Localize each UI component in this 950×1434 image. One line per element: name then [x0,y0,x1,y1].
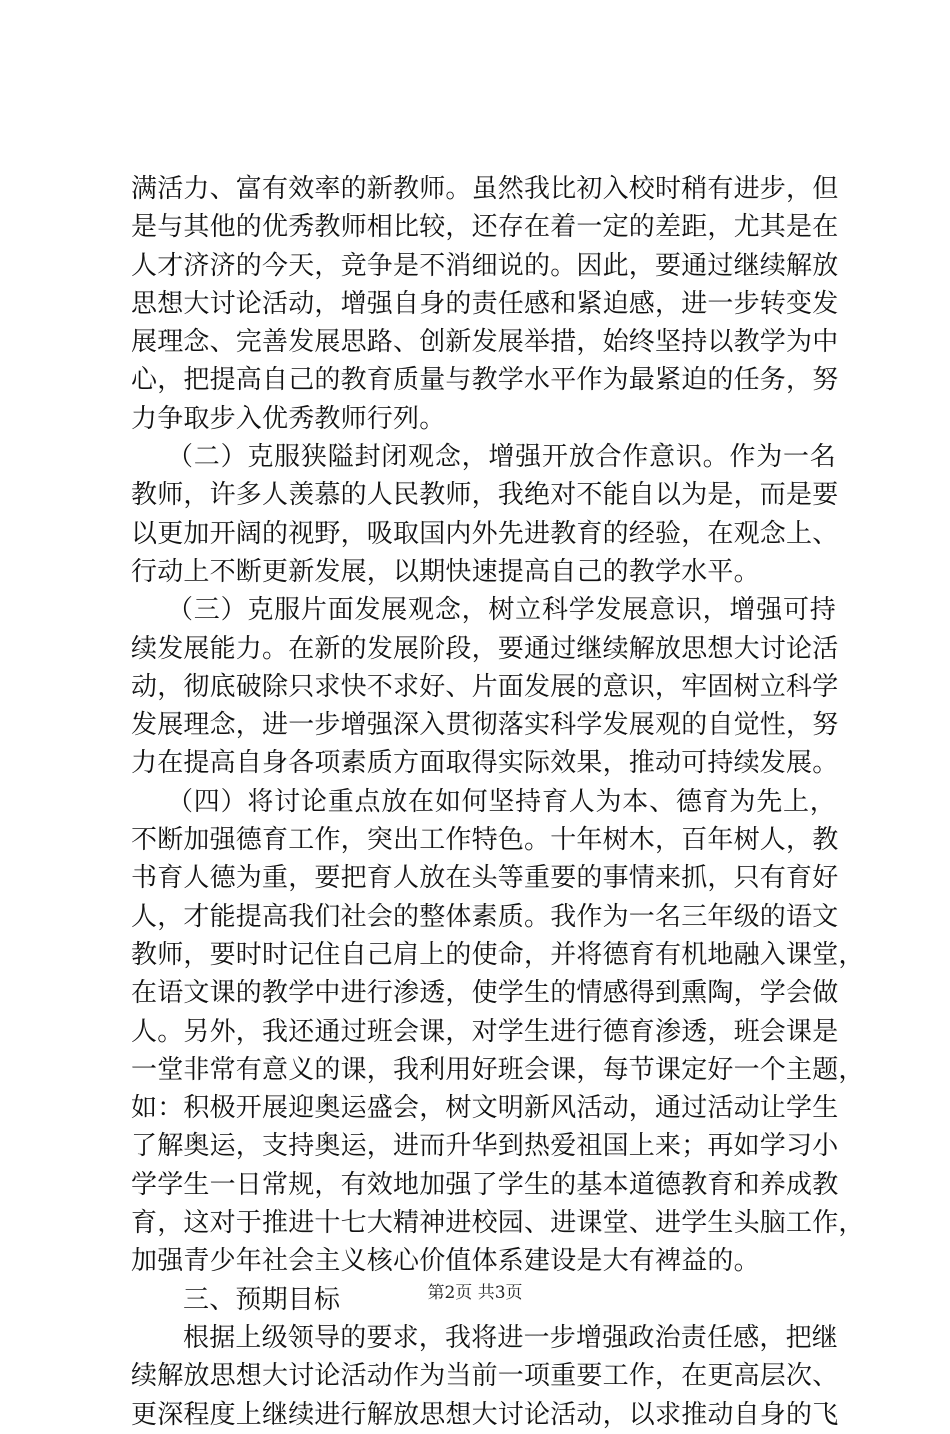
p4-line-3: 书育人德为重，要把育人放在头等重要的事情来抓，只有育好 [131,863,839,894]
p2-line-4: 行动上不断更新发展，以期快速提高自己的教学水平。 [131,556,760,587]
p1-line-2: 是与其他的优秀教师相比较，还存在着一定的差距，尤其是在 [131,212,839,243]
p3-line-4: 发展理念，进一步增强深入贯彻落实科学发展观的自觉性，努 [131,710,839,741]
p1-line-4: 思想大讨论活动，增强自身的责任感和紧迫感，进一步转变发 [131,288,839,319]
p5-line-3: 更深程度上继续进行解放思想大讨论活动，以求推动自身的飞 [131,1399,839,1430]
p4-line-1: （四）将讨论重点放在如何坚持育人为本、德育为先上， [167,786,836,817]
p2-line-3: 以更加开阔的视野，吸取国内外先进教育的经验，在观念上、 [131,518,839,549]
p1-line-3: 人才济济的今天，竞争是不消细说的。因此，要通过继续解放 [131,250,839,281]
p4-line-2: 不断加强德育工作，突出工作特色。十年树木，百年树人，教 [131,825,839,856]
section-heading-expected-goals: 三、预期目标 [183,1284,341,1315]
p4-line-6: 在语文课的教学中进行渗透，使学生的情感得到熏陶，学会做 [131,978,839,1009]
p4-line-13: 加强青少年社会主义核心价值体系建设是大有裨益的。 [131,1246,760,1277]
p3-line-1: （三）克服片面发展观念，树立科学发展意识，增强可持 [167,595,836,626]
p2-line-2: 教师，许多人羡慕的人民教师，我绝对不能自以为是，而是要 [131,480,839,511]
p4-line-12: 育，这对于推进十七大精神进校园、进课堂、进学生头脑工作， [131,1208,865,1239]
p2-line-1: （二）克服狭隘封闭观念，增强开放合作意识。作为一名 [167,442,836,473]
p5-line-1: 根据上级领导的要求，我将进一步增强政治责任感，把继 [183,1322,839,1353]
p1-line-1: 满活力、富有效率的新教师。虽然我比初入校时稍有进步，但 [131,174,839,204]
p4-line-4: 人，才能提高我们社会的整体素质。我作为一名三年级的语文 [131,901,839,932]
p3-line-3: 动，彻底破除只求快不求好、片面发展的意识，牢固树立科学 [131,671,839,702]
p4-line-5: 教师，要时时记住自己肩上的使命，并将德育有机地融入课堂， [131,939,865,970]
p1-line-5: 展理念、完善发展思路、创新发展举措，始终坚持以教学为中 [131,327,839,358]
p1-line-7: 力争取步入优秀教师行列。 [131,403,446,434]
p4-line-11: 学学生一日常规，有效地加强了学生的基本道德教育和养成教 [131,1169,839,1200]
p4-line-8: 一堂非常有意义的课，我利用好班会课，每节课定好一个主题， [131,1054,865,1085]
p3-line-5: 力在提高自身各项素质方面取得实际效果，推动可持续发展。 [131,748,839,779]
p4-line-9: 如：积极开展迎奥运盛会，树文明新风活动，通过活动让学生 [131,1093,839,1124]
document-body [131,170,865,1434]
p4-line-7: 人。另外，我还通过班会课，对学生进行德育渗透，班会课是 [131,1016,839,1047]
p3-line-2: 续发展能力。在新的发展阶段，要通过继续解放思想大讨论活 [131,633,839,664]
p4-line-10: 了解奥运，支持奥运，进而升华到热爱祖国上来；再如学习小 [131,1131,839,1162]
page-footer: 第2页 共3页 [427,1283,523,1303]
p5-line-2: 续解放思想大讨论活动作为当前一项重要工作，在更高层次、 [131,1361,839,1392]
p1-line-6: 心，把提高自己的教育质量与教学水平作为最紧迫的任务，努 [131,365,839,396]
